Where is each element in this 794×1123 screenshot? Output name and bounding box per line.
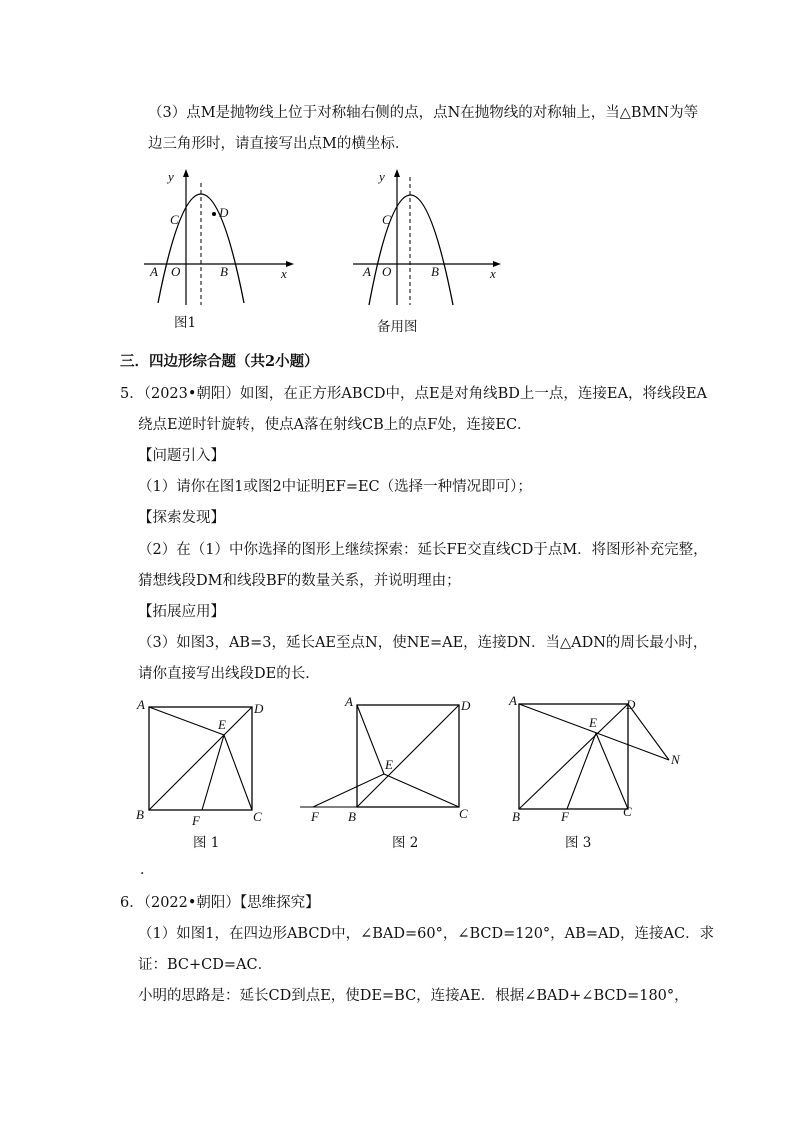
square-figure-2: [295, 690, 485, 855]
label-a: A: [137, 697, 145, 712]
label-c: C: [382, 212, 391, 227]
label-o: O: [171, 264, 181, 279]
label-d: D: [219, 205, 229, 220]
label-o: O: [382, 264, 392, 279]
label-a: A: [363, 264, 371, 279]
q5-line1: 5．（2023•朝阳）如图，在正方形ABCD中，点E是对角线BD上一点，连接EA，将线段EA: [120, 386, 708, 402]
label-b: B: [431, 264, 439, 279]
label-d: D: [254, 701, 264, 716]
q4-part3-line2: 边三角形时，请直接写出点M的横坐标．: [148, 136, 410, 152]
q5-line2: 绕点E逆时针旋转，使点A落在射线CB上的点F处，连接EC．: [138, 417, 532, 433]
x-axis-label: x: [490, 266, 496, 281]
q6-line4: 小明的思路是：延长CD到点E，使DE=BC，连接AE．根据∠BAD+∠BCD=180°，: [138, 988, 689, 1004]
label-e: E: [589, 715, 597, 730]
label-c: C: [170, 212, 179, 227]
q5-tag-problem-intro: 【问题引入】: [138, 448, 225, 464]
label-d: D: [461, 698, 471, 713]
q5-part3-line1: （3）如图3，AB=3，延长AE至点N，使NE=AE，连接DN．当△ADN的周长最小时，: [138, 635, 708, 651]
label-c: C: [459, 806, 468, 821]
label-c: C: [623, 804, 632, 819]
label-b: B: [348, 809, 356, 824]
label-a: A: [345, 694, 353, 709]
label-f: F: [311, 809, 319, 824]
trailing-dot: ．: [140, 862, 155, 878]
parabola-figure-backup: [345, 165, 525, 340]
label-f: F: [192, 813, 200, 828]
q5-tag-application: 【拓展应用】: [138, 604, 225, 620]
label-a: A: [150, 264, 158, 279]
label-f: F: [561, 809, 569, 824]
label-a: A: [509, 693, 517, 708]
label-b: B: [220, 264, 228, 279]
point-d: [212, 212, 216, 216]
label-c: C: [253, 809, 262, 824]
y-axis-label: y: [379, 169, 385, 184]
x-axis-label: x: [281, 266, 287, 281]
figure-caption: 图1: [174, 315, 197, 331]
q5-part1: （1）请你在图1或图2中证明EF=EC（选择一种情况即可）；: [138, 479, 532, 495]
label-d: D: [626, 697, 636, 712]
label-b: B: [512, 809, 520, 824]
q5-part3-line2: 请你直接写出线段DE的长．: [138, 666, 320, 682]
figure-caption: 图 1: [193, 835, 220, 851]
y-axis-label: y: [168, 169, 174, 184]
q4-part3-line1: （3）点M是抛物线上位于对称轴右侧的点，点N在抛物线的对称轴上，当△BMN为等: [148, 105, 699, 121]
q5-part2-line2: 猜想线段DM和线段BF的数量关系，并说明理由；: [138, 573, 461, 589]
label-e: E: [218, 717, 226, 732]
q5-tag-exploration: 【探索发现】: [138, 510, 225, 526]
section-3-heading: 三．四边形综合题（共2小题）: [120, 353, 319, 370]
q6-line2: （1）如图1，在四边形ABCD中，∠BAD=60°，∠BCD=120°，AB=AD，连接AC．求: [138, 926, 715, 942]
figure-caption: 图 2: [392, 835, 419, 851]
square-figure-1: [130, 695, 280, 855]
parabola-figure-1: [130, 165, 310, 340]
figure-caption: 图 3: [565, 835, 592, 851]
q5-part2-line1: （2）在（1）中你选择的图形上继续探索：延长FE交直线CD于点M．将图形补充完整，: [138, 542, 708, 558]
q6-line3: 证：BC+CD=AC．: [138, 957, 273, 973]
square-figure-3: [505, 690, 695, 855]
label-e: E: [385, 757, 393, 772]
label-n: N: [671, 752, 680, 767]
label-b: B: [136, 807, 144, 822]
q6-line1: 6．（2022•朝阳）【思维探究】: [120, 895, 320, 911]
figure-caption: 备用图: [377, 319, 418, 335]
